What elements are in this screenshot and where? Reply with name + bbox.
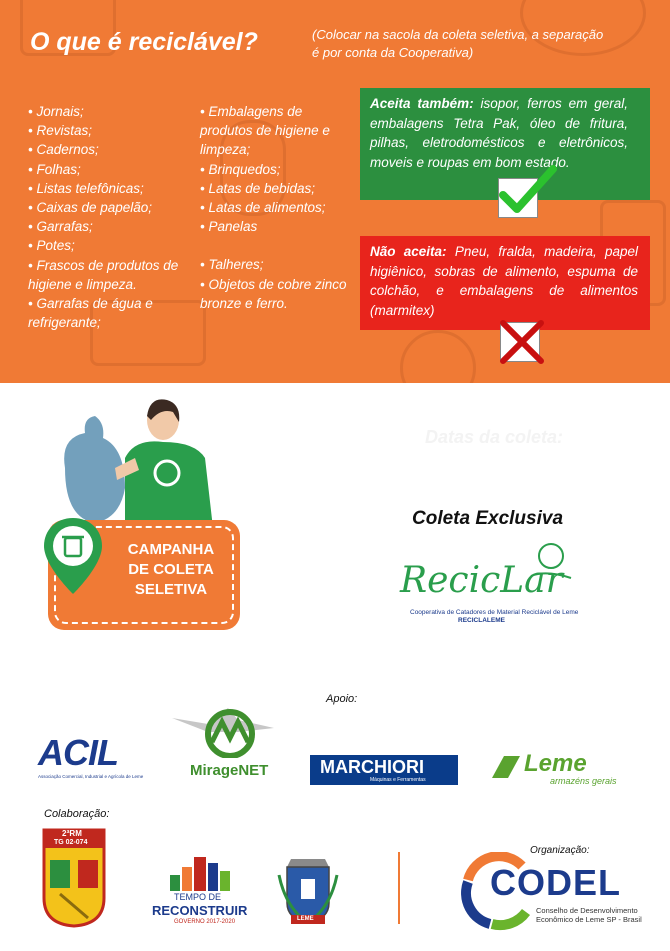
- campaign-badge: [48, 520, 240, 630]
- list-item: • Latas de alimentos;: [200, 200, 326, 216]
- list-item: • Revistas;: [28, 123, 92, 139]
- list-item: • Potes;: [28, 238, 75, 254]
- campaign-text: CAMPANHA DE COLETA SELETIVA: [127, 541, 215, 598]
- marchiori-logo: MARCHIORI Máquinas e Ferramentas: [310, 755, 458, 785]
- list-item: • Objetos de cobre zinco bronze e ferro.: [200, 276, 347, 311]
- miragenet-emblem-icon: [168, 698, 278, 758]
- colaboracao-label: Colaboração:: [44, 808, 110, 820]
- recyclable-list-2: [200, 102, 350, 313]
- leme-emblem-icon: [490, 754, 522, 780]
- recyclable-list-1: [28, 102, 198, 332]
- rejected-label: Não aceita:: [370, 244, 447, 259]
- city-skyline-icon: [166, 855, 246, 891]
- list-item: • Panelas: [200, 219, 258, 235]
- list-item: • Latas de bebidas;: [200, 180, 316, 196]
- accepted-checkbox: [498, 178, 538, 218]
- list-item: • Garrafas de água e refrigerante;: [28, 296, 153, 331]
- leme-armazens-logo: Leme armazéns gerais: [490, 750, 638, 790]
- list-item: • Cadernos;: [28, 142, 99, 158]
- tiro-de-guerra-shield: 2ªRM TG 02-074: [42, 828, 106, 928]
- volunteer-illustration: [55, 398, 225, 528]
- apoio-label: Apoio:: [326, 693, 358, 705]
- list-item: • Caixas de papelão;: [28, 200, 153, 216]
- acil-logo: ACIL Associação Comercial, Industrial e Agrícola de Leme: [38, 732, 144, 779]
- page-title: O que é reciclável?: [30, 28, 258, 56]
- recycle-bin-icon: [42, 516, 104, 596]
- organizacao-label: Organização:: [530, 845, 590, 856]
- list-item: • Folhas;: [28, 161, 81, 177]
- rejected-text: Não aceita: Pneu, fralda, madeira, papel higiênico, sobras de alimento, espuma de colchão, e embalagens de alimentos (marmitex): [370, 244, 639, 318]
- list-item: • Frascos de produtos de higiene e limpeza.: [28, 257, 179, 292]
- recyclable-section: [0, 0, 670, 383]
- coleta-title: Coleta Exclusiva: [412, 508, 564, 529]
- rejected-checkbox: [500, 322, 540, 362]
- x-mark-icon: [497, 317, 547, 367]
- list-item: • Embalagens de produtos de higiene e limpeza;: [200, 104, 330, 158]
- list-item: • Talheres;: [200, 257, 264, 273]
- rejected-box: [360, 236, 650, 330]
- page-subtitle: (Colocar na sacola da coleta seletiva, a separação é por conta da Cooperativa): [312, 27, 604, 60]
- tempo-de-reconstruir-logo: TEMPO DE RECONSTRUIR GOVERNO 2017-2020: [152, 855, 262, 930]
- faded-heading: Datas da coleta:: [425, 427, 564, 447]
- reciclar-abbrev: RECICLALEME: [458, 617, 505, 624]
- miragenet-logo: MirageNET: [168, 698, 288, 788]
- checkmark-icon: [497, 165, 557, 215]
- list-item: • Listas telefônicas;: [28, 180, 144, 196]
- reciclar-subtitle: Cooperativa de Catadores de Material Reciclável de Leme: [410, 609, 579, 616]
- accepted-text: Aceita também: isopor, ferros em geral, embalagens Tetra Pak, óleo de fritura, pilhas, eletrodomésticos e eletrônicos, moveis e roupas em bom estado.: [370, 96, 628, 170]
- reciclar-logo: [398, 540, 588, 650]
- leme-brasao: LEME: [277, 855, 339, 927]
- list-item: • Brinquedos;: [200, 161, 281, 177]
- codel-logo: CODEL Conselho de Desenvolvimento Econômico de Leme SP - Brasil: [460, 852, 640, 932]
- list-item: • Garrafas;: [28, 219, 93, 235]
- list-item: • Jornais;: [28, 104, 84, 119]
- background-doodle: [400, 330, 476, 383]
- accepted-label: Aceita também:: [370, 96, 474, 111]
- reciclar-wordmark: RecicLar: [400, 560, 563, 601]
- divider: [398, 852, 400, 924]
